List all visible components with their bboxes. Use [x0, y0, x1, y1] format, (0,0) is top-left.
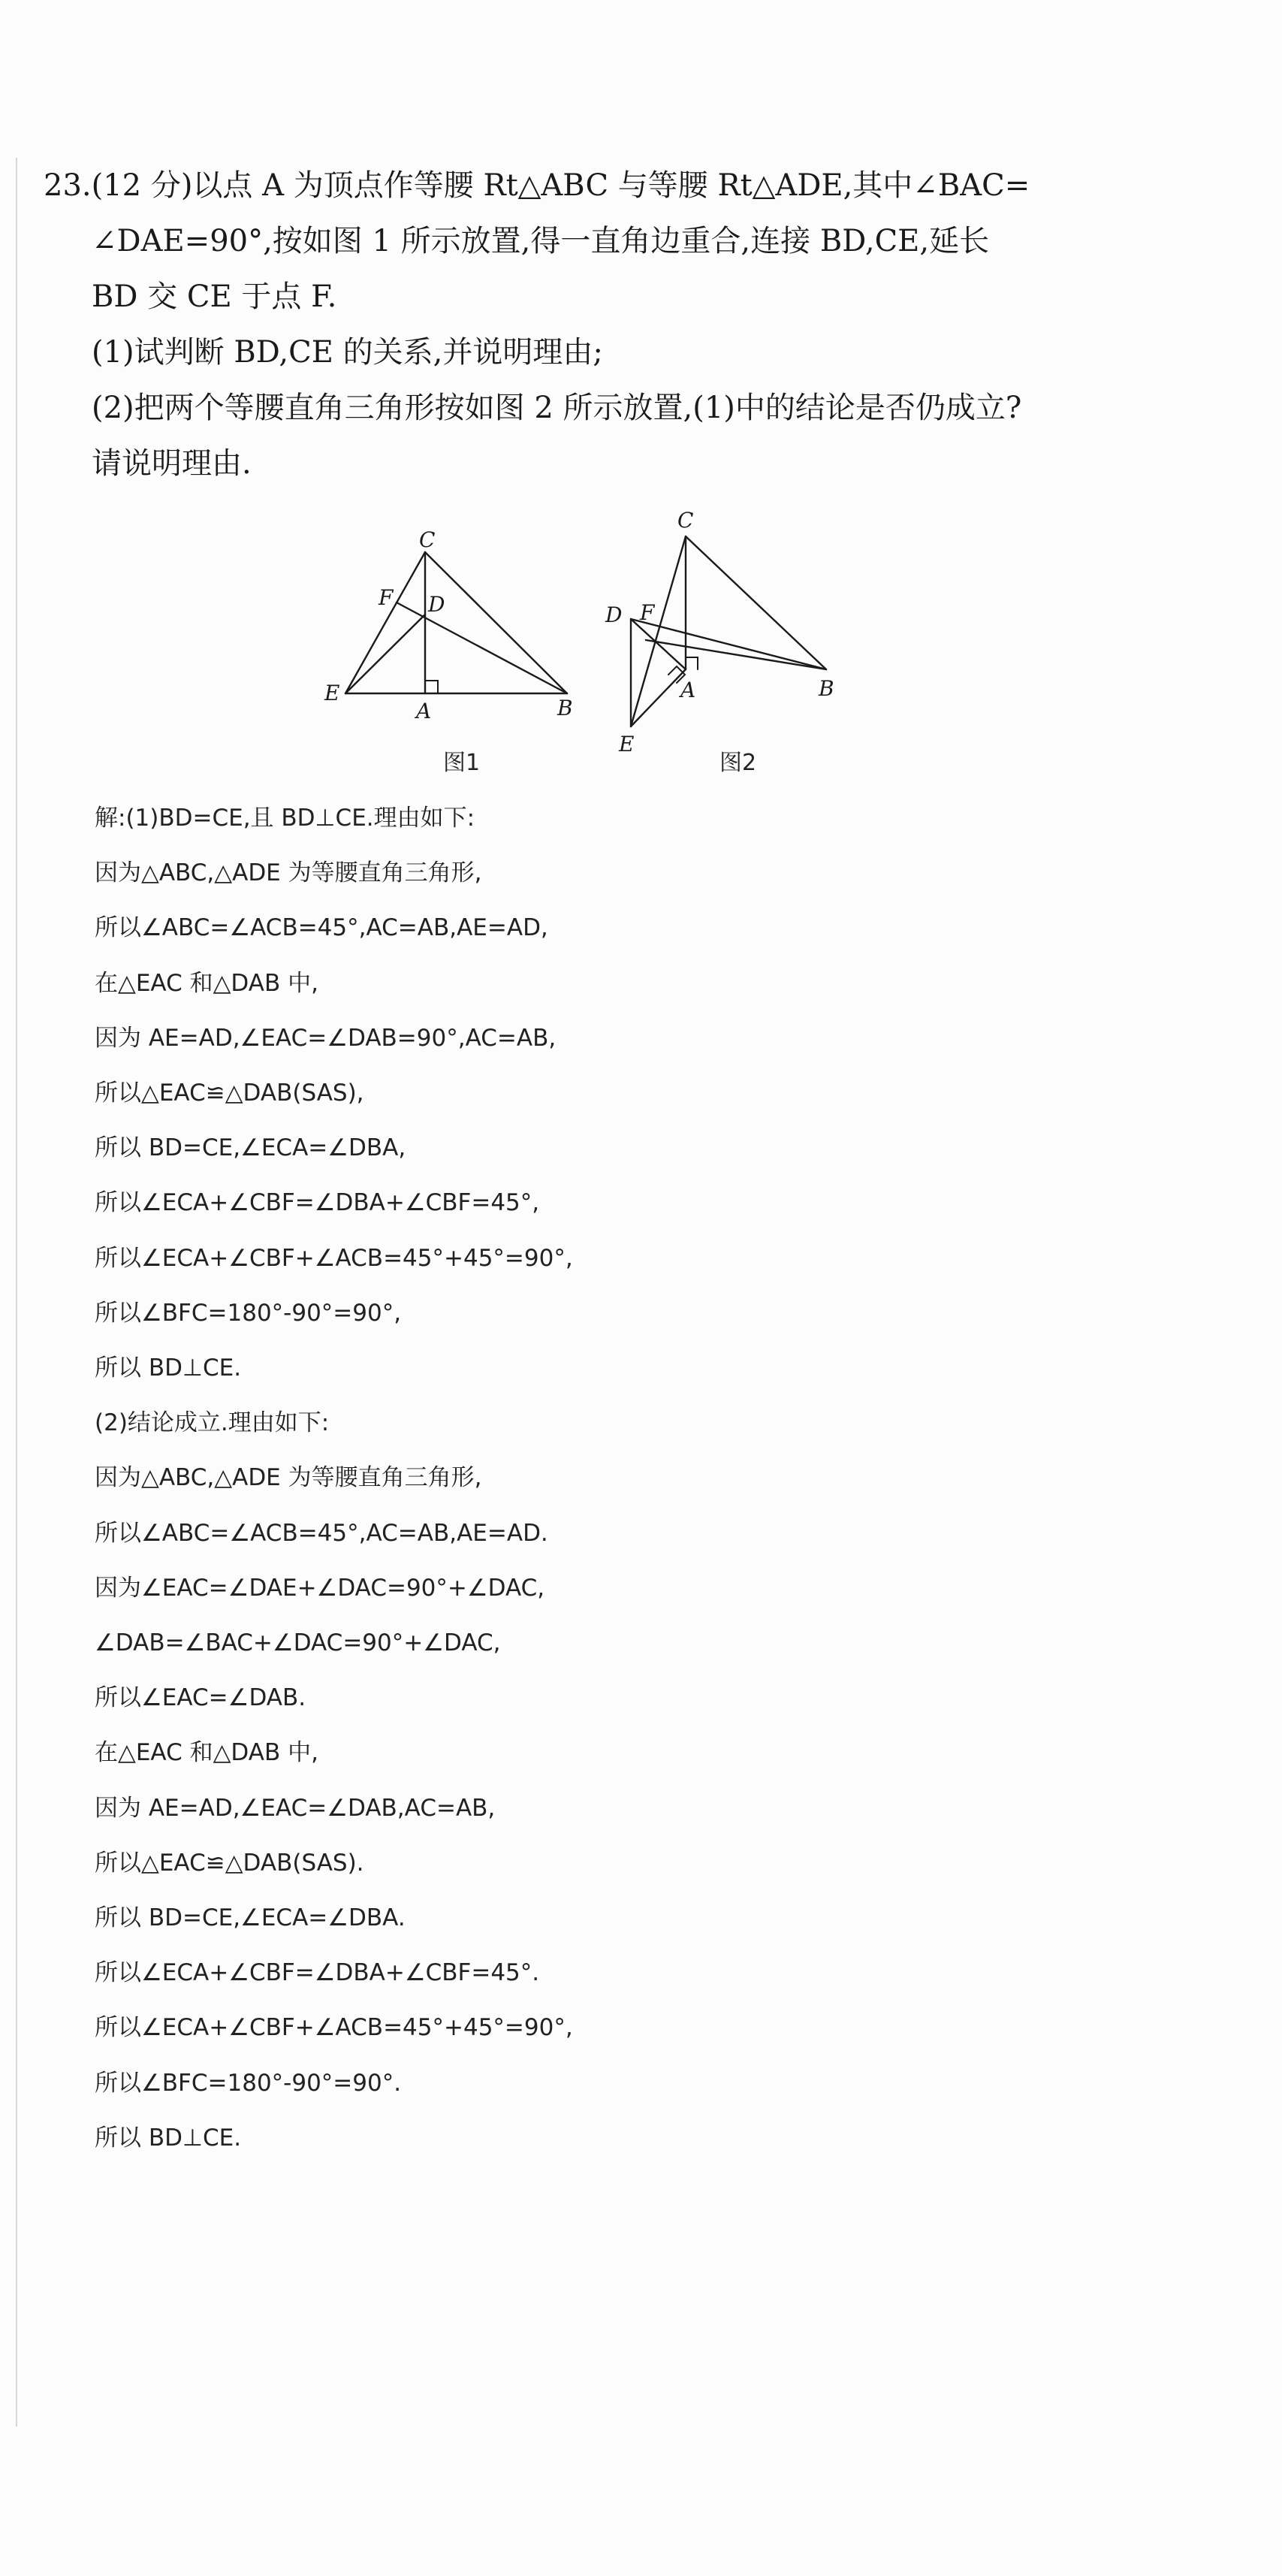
figure-1-diagram — [345, 552, 567, 693]
solution-line: 所以∠ECA+∠CBF=∠DBA+∠CBF=45°, — [95, 1189, 540, 1217]
fig2-label-C: C — [677, 508, 694, 533]
problem-line: ∠DAE=90°,按如图 1 所示放置,得一直角边重合,连接 BD,CE,延长 — [92, 224, 990, 258]
fig1-label-A: A — [416, 699, 432, 723]
solution — [95, 791, 1221, 2166]
solution-line: 所以△EAC≌△DAB(SAS), — [95, 1080, 364, 1107]
solution-line: ∠DAB=∠BAC+∠DAC=90°+∠DAC, — [95, 1629, 501, 1657]
solution-line: 因为 AE=AD,∠EAC=∠DAB=90°,AC=AB, — [95, 1024, 557, 1052]
solution-line: 所以∠ABC=∠ACB=45°,AC=AB,AE=AD. — [95, 1519, 548, 1547]
solution-line: 所以∠EAC=∠DAB. — [95, 1684, 306, 1712]
solution-line: 所以 BD=CE,∠ECA=∠DBA, — [95, 1134, 406, 1162]
fig2-label-D: D — [605, 602, 623, 627]
fig2-label-F: F — [640, 600, 655, 625]
solution-line: 所以∠ECA+∠CBF+∠ACB=45°+45°=90°, — [95, 1244, 573, 1272]
solution-line: 所以∠BFC=180°-90°=90°. — [95, 2069, 402, 2097]
figures — [285, 496, 856, 796]
fig1-label-C: C — [419, 527, 436, 552]
problem-question-2: (2)把两个等腰直角三角形按如图 2 所示放置,(1)中的结论是否仍成立? — [92, 391, 1022, 425]
fig1-label-E: E — [324, 681, 340, 705]
solution-line: 所以∠BFC=180°-90°=90°, — [95, 1299, 402, 1327]
solution-line: 因为 AE=AD,∠EAC=∠DAB,AC=AB, — [95, 1794, 496, 1822]
problem-line: BD 交 CE 于点 F. — [92, 279, 337, 314]
fig2-label-A: A — [680, 678, 696, 702]
problem-statement — [44, 158, 1245, 491]
solution-line: 所以 BD=CE,∠ECA=∠DBA. — [95, 1904, 406, 1932]
solution-line: 在△EAC 和△DAB 中, — [95, 1739, 318, 1767]
problem-question-1: (1)试判断 BD,CE 的关系,并说明理由; — [92, 335, 603, 370]
solution-line: 在△EAC 和△DAB 中, — [95, 969, 318, 997]
solution-line: 所以∠ABC=∠ACB=45°,AC=AB,AE=AD, — [95, 914, 548, 942]
solution-line: 所以△EAC≌△DAB(SAS). — [95, 1849, 364, 1877]
solution-line: 因为△ABC,△ADE 为等腰直角三角形, — [95, 1464, 482, 1492]
problem-line: 请说明理由. — [92, 446, 252, 481]
margin-line — [16, 158, 17, 2427]
fig2-label-E: E — [619, 732, 635, 756]
solution-line: 所以 BD⊥CE. — [95, 1354, 242, 1382]
geometry-figures — [285, 496, 856, 796]
solution-line: (2)结论成立.理由如下: — [95, 1409, 330, 1437]
solution-line: 因为△ABC,△ADE 为等腰直角三角形, — [95, 859, 482, 887]
solution-line: 解:(1)BD=CE,且 BD⊥CE.理由如下: — [95, 805, 475, 832]
solution-line: 所以 BD⊥CE. — [95, 2124, 242, 2152]
figure-2-diagram — [631, 536, 826, 726]
fig1-label-B: B — [557, 696, 573, 720]
fig2-label-B: B — [819, 676, 834, 701]
figure-2-caption: 图2 — [719, 750, 757, 776]
figure-1-caption: 图1 — [443, 750, 481, 776]
problem-line: 23.(12 分)以点 A 为顶点作等腰 Rt△ABC 与等腰 Rt△ADE,其中∠BAC= — [44, 168, 1030, 203]
solution-line: 所以∠ECA+∠CBF=∠DBA+∠CBF=45°. — [95, 1959, 540, 1987]
solution-line: 因为∠EAC=∠DAE+∠DAC=90°+∠DAC, — [95, 1574, 545, 1602]
fig1-label-D: D — [428, 592, 445, 617]
fig1-label-F: F — [379, 585, 394, 610]
solution-line: 所以∠ECA+∠CBF+∠ACB=45°+45°=90°, — [95, 2014, 573, 2042]
